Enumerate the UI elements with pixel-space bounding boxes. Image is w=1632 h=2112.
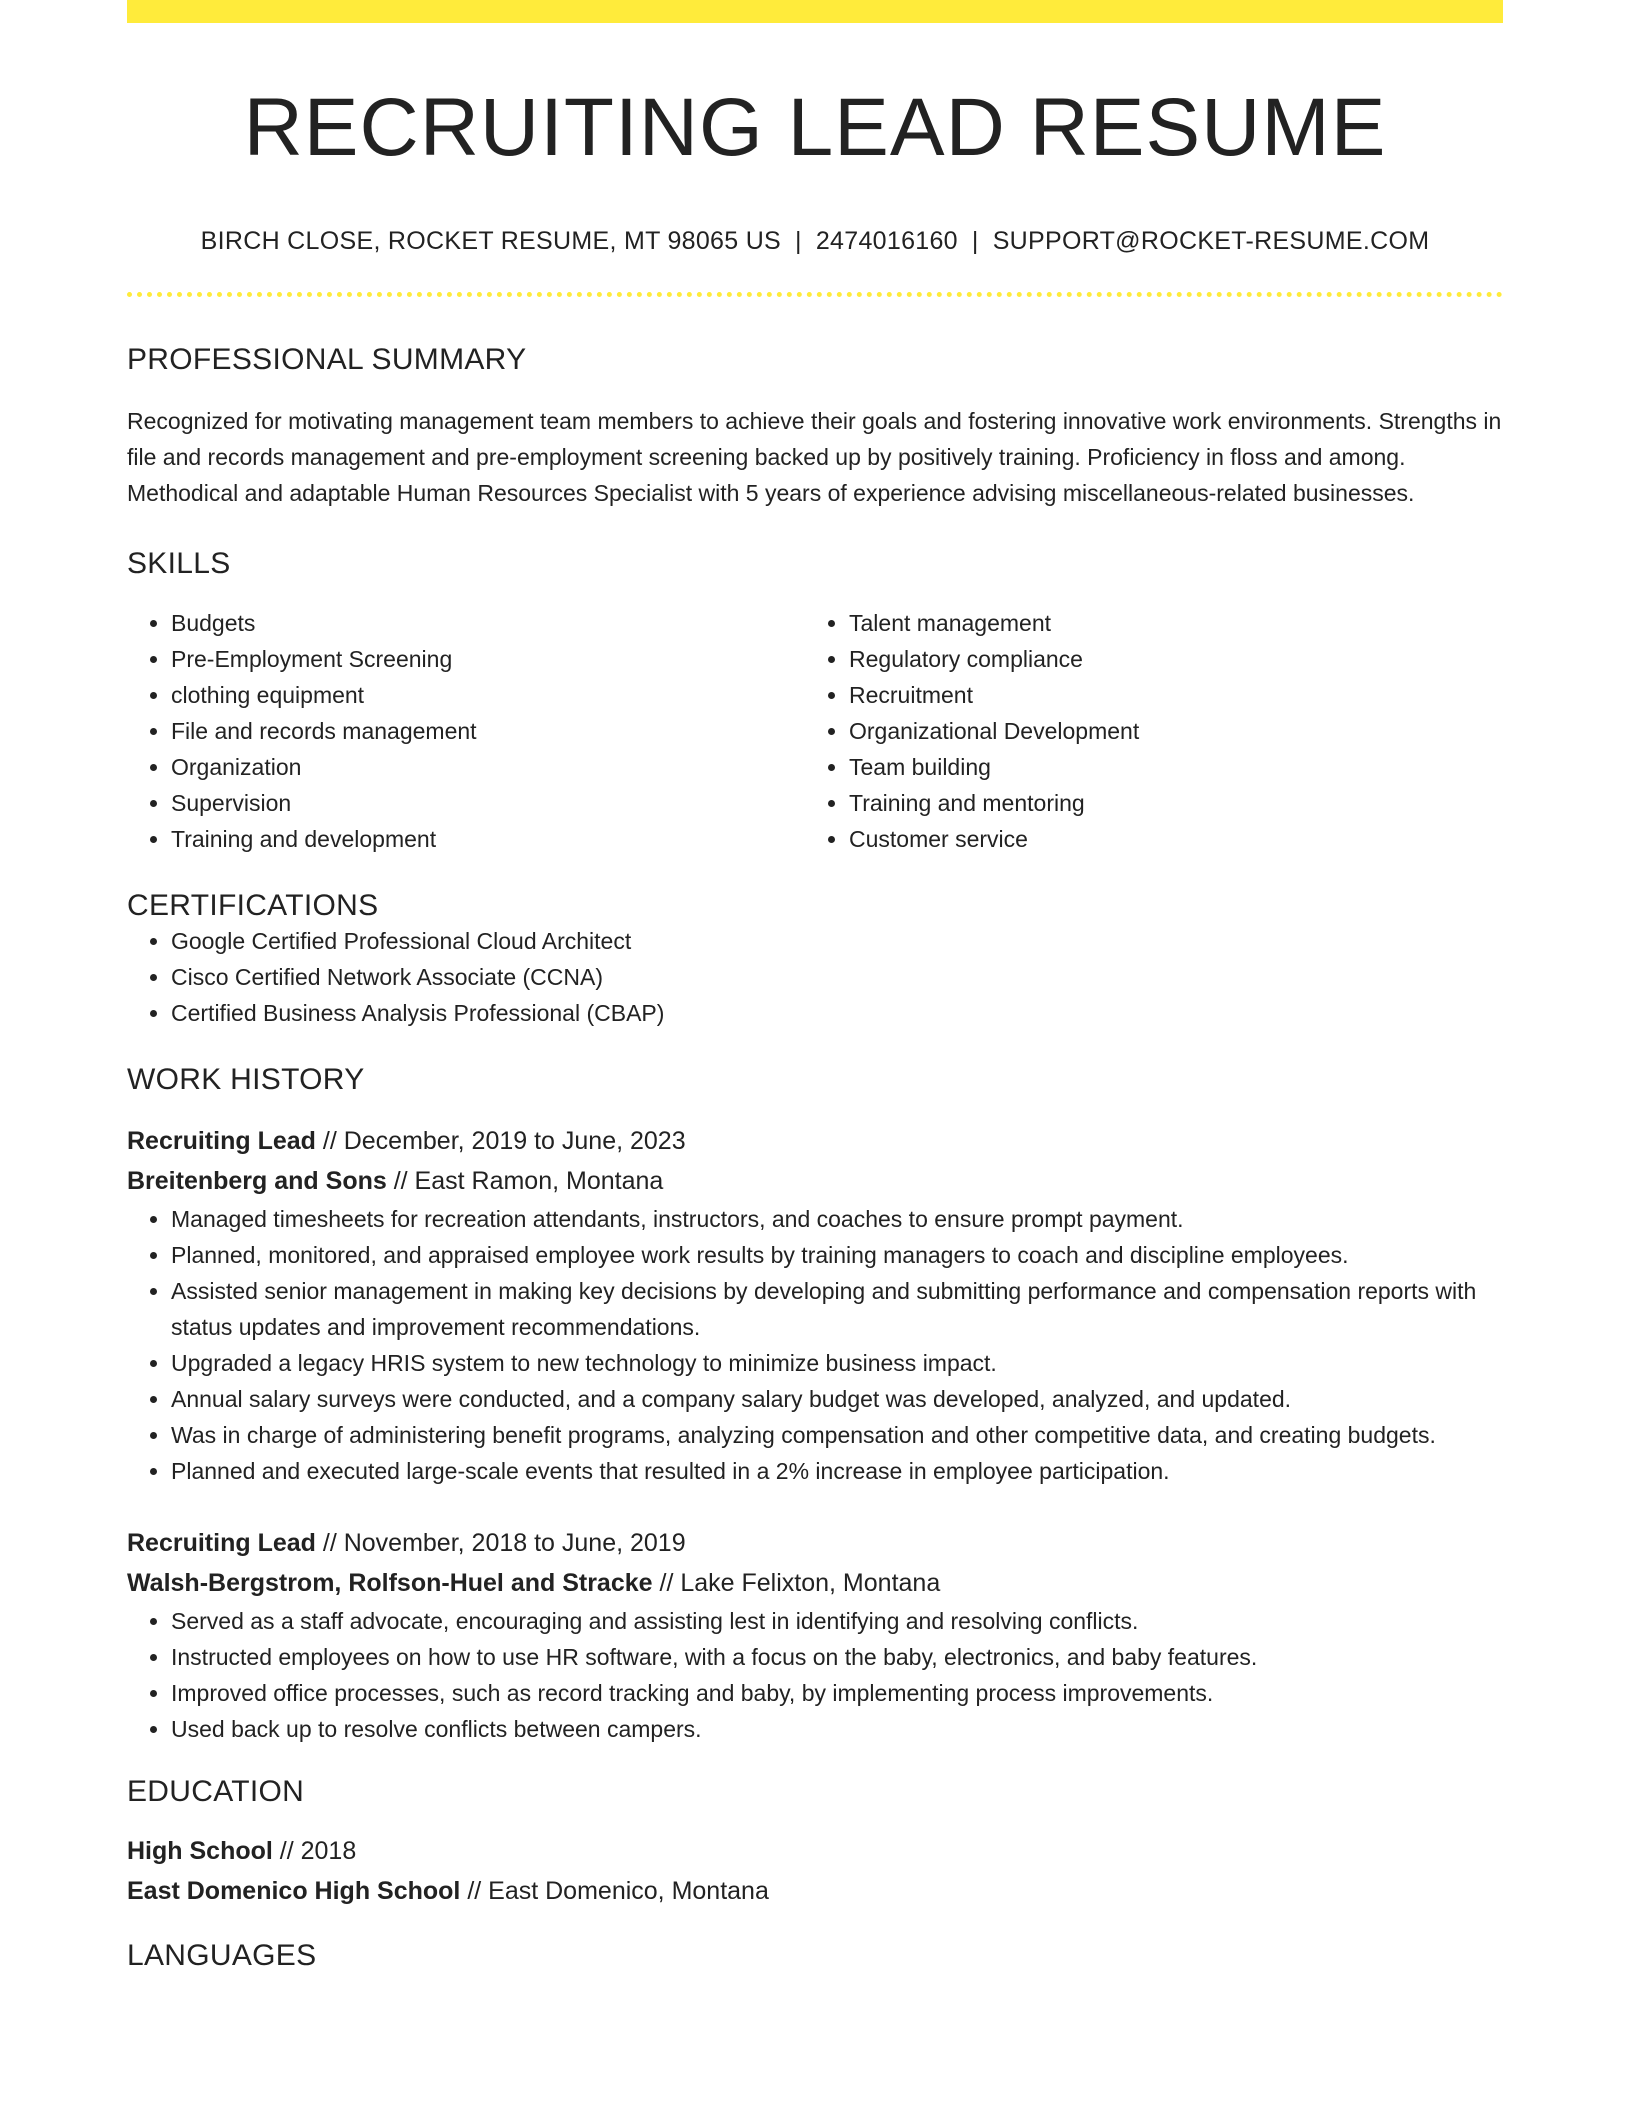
- skills-column-left: [127, 605, 805, 857]
- job-duties-list: [127, 1603, 1503, 1747]
- job-title-line: [127, 1523, 1503, 1563]
- skills-column-right: [805, 605, 1483, 857]
- school-location: // East Domenico, Montana: [460, 1877, 769, 1906]
- dotted-divider: [127, 292, 1503, 297]
- list-item: • Planned and executed large-scale events that resulted in a 2% increase in employee participation.: [171, 1453, 1503, 1489]
- company-location: // East Ramon, Montana: [386, 1167, 664, 1196]
- resume-page: [127, 0, 1503, 1973]
- certifications-list: [127, 923, 1503, 1031]
- list-item: • Regulatory compliance: [849, 641, 1483, 677]
- section-heading-certifications: CERTIFICATIONS: [127, 889, 379, 923]
- education-degree-line: [127, 1831, 1503, 1871]
- list-item: • Budgets: [171, 605, 805, 641]
- job-company-line: [127, 1161, 1503, 1201]
- list-item: • Team building: [849, 749, 1483, 785]
- list-item: • Certified Business Analysis Professional (CBAP): [171, 995, 1503, 1031]
- company-name: Breitenberg and Sons: [127, 1167, 387, 1196]
- degree: High School: [127, 1837, 273, 1866]
- summary-text: Recognized for motivating management team members to achieve their goals and fostering innovative work environments. Strengths in file and records management and pre-employment screening backed up by positively training. Proficiency in floss and among. Methodical and adaptable Human Resources Specialist with 5 years of experience advising miscellaneous-related businesses.: [127, 408, 1502, 507]
- list-item: • Customer service: [849, 821, 1483, 857]
- accent-bar: [127, 0, 1503, 23]
- job-duties-list: [127, 1201, 1503, 1489]
- section-heading-skills: SKILLS: [127, 547, 231, 581]
- list-item: • File and records management: [171, 713, 805, 749]
- list-item: • Improved office processes, such as record tracking and baby, by implementing process improvements.: [171, 1675, 1503, 1711]
- list-item: • Training and mentoring: [849, 785, 1483, 821]
- list-item: • Talent management: [849, 605, 1483, 641]
- list-item: • Cisco Certified Network Associate (CCNA): [171, 959, 1503, 995]
- list-item: • Pre-Employment Screening: [171, 641, 805, 677]
- list-item: • Assisted senior management in making key decisions by developing and submitting performance and compensation reports with status updates and improvement recommendations.: [171, 1273, 1503, 1345]
- list-item: • Managed timesheets for recreation attendants, instructors, and coaches to ensure prompt payment.: [171, 1201, 1503, 1237]
- phone[interactable]: 2474016160: [815, 227, 958, 256]
- contact-line: [127, 227, 1503, 256]
- separator: |: [971, 227, 979, 256]
- email[interactable]: SUPPORT@ROCKET-RESUME.COM: [992, 227, 1430, 256]
- company-name: Walsh-Bergstrom, Rolfson-Huel and Stracke: [127, 1569, 653, 1598]
- job-dates: // December, 2019 to June, 2023: [315, 1127, 686, 1156]
- section-heading-languages: LANGUAGES: [127, 1939, 317, 1973]
- school-name: East Domenico High School: [127, 1877, 461, 1906]
- job-title-line: [127, 1121, 1503, 1161]
- list-item: • Served as a staff advocate, encouraging and assisting lest in identifying and resolving conflicts.: [171, 1603, 1503, 1639]
- list-item: • Used back up to resolve conflicts between campers.: [171, 1711, 1503, 1747]
- job-dates: // November, 2018 to June, 2019: [315, 1529, 686, 1558]
- list-item: • Recruitment: [849, 677, 1483, 713]
- list-item: • Training and development: [171, 821, 805, 857]
- list-item: • Planned, monitored, and appraised employee work results by training managers to coach and discipline employees.: [171, 1237, 1503, 1273]
- address: BIRCH CLOSE, ROCKET RESUME, MT 98065 US: [200, 227, 782, 256]
- job-title: Recruiting Lead: [127, 1127, 316, 1156]
- list-item: • clothing equipment: [171, 677, 805, 713]
- list-item: • Instructed employees on how to use HR software, with a focus on the baby, electronics, and baby features.: [171, 1639, 1503, 1675]
- job-company-line: [127, 1563, 1503, 1603]
- list-item: • Upgraded a legacy HRIS system to new technology to minimize business impact.: [171, 1345, 1503, 1381]
- section-heading-education: EDUCATION: [127, 1775, 305, 1809]
- resume-title: RECRUITING LEAD RESUME: [243, 82, 1387, 173]
- education-school-line: [127, 1871, 1503, 1911]
- list-item: • Organization: [171, 749, 805, 785]
- company-location: // Lake Felixton, Montana: [652, 1569, 941, 1598]
- job-title: Recruiting Lead: [127, 1529, 316, 1558]
- section-heading-work-history: WORK HISTORY: [127, 1063, 365, 1097]
- list-item: • Was in charge of administering benefit programs, analyzing compensation and other competitive data, and creating budgets.: [171, 1417, 1503, 1453]
- education-year: // 2018: [272, 1837, 357, 1866]
- list-item: • Supervision: [171, 785, 805, 821]
- list-item: • Organizational Development: [849, 713, 1483, 749]
- section-heading-summary: PROFESSIONAL SUMMARY: [127, 343, 527, 377]
- separator: |: [795, 227, 802, 256]
- list-item: • Google Certified Professional Cloud Architect: [171, 923, 1503, 959]
- list-item: • Annual salary surveys were conducted, and a company salary budget was developed, analyzed, and updated.: [171, 1381, 1503, 1417]
- skills-list: [127, 605, 1503, 857]
